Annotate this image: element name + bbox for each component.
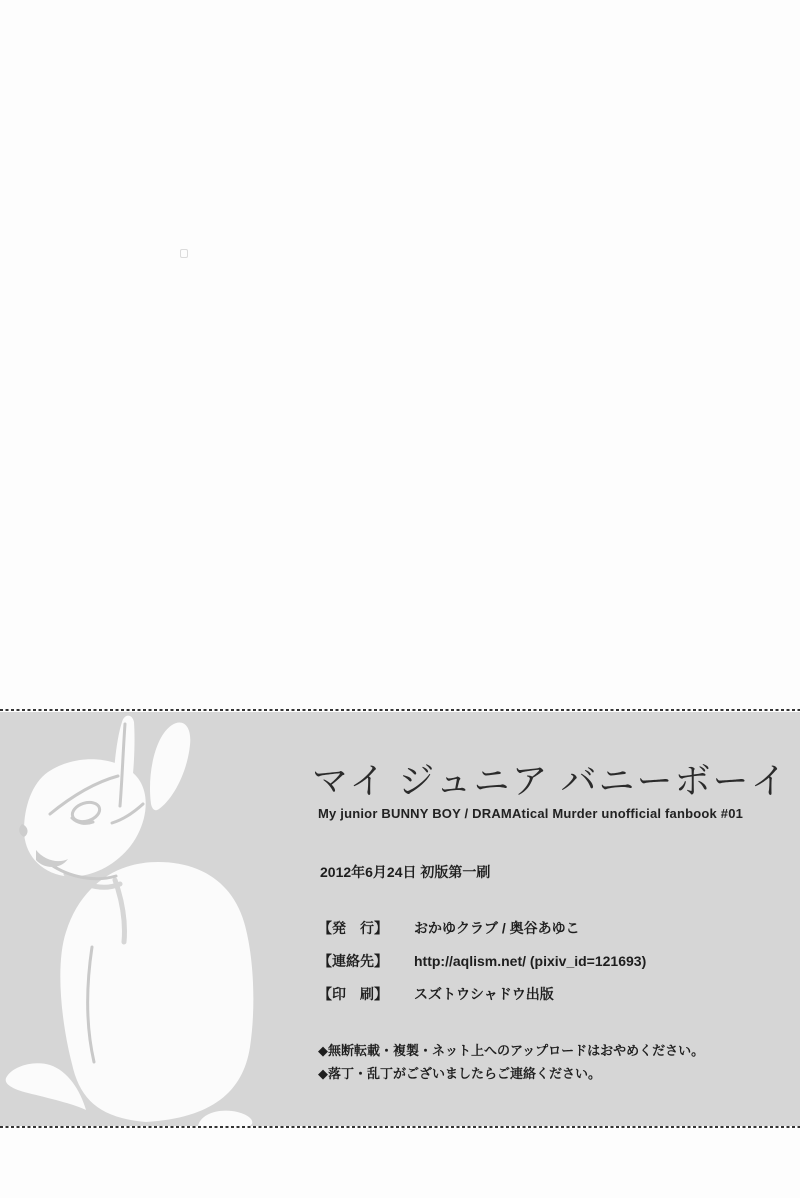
book-subtitle: My junior BUNNY BOY / DRAMAtical Murder unofficial fanbook #01 bbox=[318, 806, 744, 821]
scan-artifact-speck bbox=[180, 249, 188, 258]
credit-row-printer bbox=[318, 986, 646, 1002]
credits-list bbox=[318, 920, 646, 1019]
book-title: マイ ジュニア バニーボーイ bbox=[312, 761, 789, 801]
publisher-value: おかゆクラブ / 奥谷あゆこ bbox=[414, 920, 580, 936]
contact-label: 【連絡先】 bbox=[318, 953, 388, 969]
printer-label: 【印 刷】 bbox=[318, 986, 388, 1002]
colophon-panel bbox=[0, 712, 800, 1126]
printer-value: スズトウシャドウ出版 bbox=[414, 986, 554, 1002]
publisher-label: 【発 行】 bbox=[318, 920, 388, 936]
credit-row-contact bbox=[318, 953, 646, 969]
top-dotted-divider bbox=[0, 709, 800, 711]
rabbit-silhouette-icon bbox=[0, 712, 270, 1126]
notice-defects: ◆落丁・乱丁がございましたらご連絡ください。 bbox=[318, 1066, 601, 1081]
contact-url: http://aqlism.net/ (pixiv_id=121693) bbox=[414, 953, 647, 969]
notices bbox=[318, 1039, 704, 1085]
bottom-dotted-divider bbox=[0, 1126, 800, 1128]
edition-date: 2012年6月24日 初版第一刷 bbox=[320, 864, 491, 880]
notice-no-repost: ◆無断転載・複製・ネット上へのアップロードはおやめください。 bbox=[318, 1043, 705, 1058]
credit-row-publisher bbox=[318, 920, 646, 936]
